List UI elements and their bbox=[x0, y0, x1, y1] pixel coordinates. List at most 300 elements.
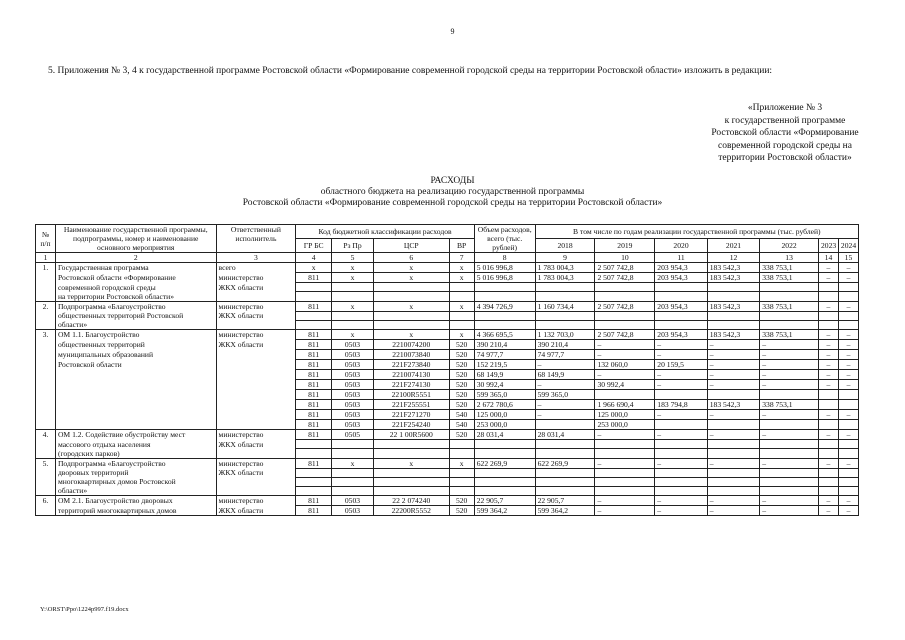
table-row bbox=[36, 410, 859, 420]
table-cell bbox=[707, 486, 759, 496]
table-cell: 22 905,7 bbox=[535, 496, 595, 506]
column-index-cell: 4 bbox=[296, 253, 332, 263]
table-cell: 2 507 742,8 bbox=[595, 263, 655, 273]
table-cell bbox=[818, 311, 838, 320]
table-cell: 338 753,1 bbox=[760, 263, 819, 273]
table-cell: – bbox=[535, 400, 595, 410]
table-cell bbox=[36, 370, 56, 380]
table-cell: 0503 bbox=[331, 496, 373, 506]
table-cell: 4. bbox=[36, 430, 56, 440]
table-cell: х bbox=[331, 263, 373, 273]
table-cell: – bbox=[595, 430, 655, 440]
table-cell: всего bbox=[216, 263, 296, 273]
table-cell: ЖКХ области bbox=[216, 311, 296, 320]
table-cell bbox=[595, 320, 655, 330]
table-cell bbox=[760, 283, 819, 292]
table-cell bbox=[818, 449, 838, 459]
table-cell: 183 794,8 bbox=[655, 400, 707, 410]
table-cell: 0503 bbox=[331, 506, 373, 516]
table-cell bbox=[838, 292, 858, 302]
appendix-line: Ростовской области «Формирование bbox=[711, 128, 859, 138]
table-cell bbox=[535, 468, 595, 477]
table-cell bbox=[373, 486, 449, 496]
table-cell bbox=[216, 486, 296, 496]
table-cell: – bbox=[707, 380, 759, 390]
table-cell: – bbox=[655, 506, 707, 516]
table-cell: 183 542,3 bbox=[707, 330, 759, 340]
table-cell: 811 bbox=[296, 273, 332, 283]
table-cell bbox=[55, 400, 216, 410]
table-cell: 520 bbox=[449, 340, 474, 350]
table-cell bbox=[474, 486, 535, 496]
table-cell: Ростовской области bbox=[55, 360, 216, 370]
table-cell: 253 000,0 bbox=[595, 420, 655, 430]
table-cell: – bbox=[838, 506, 858, 516]
expenses-table bbox=[35, 224, 859, 516]
table-cell bbox=[296, 320, 332, 330]
table-cell bbox=[707, 449, 759, 459]
table-cell: – bbox=[760, 506, 819, 516]
table-cell bbox=[595, 440, 655, 449]
table-cell: 390 210,4 bbox=[535, 340, 595, 350]
table-cell bbox=[838, 311, 858, 320]
table-cell bbox=[373, 292, 449, 302]
table-cell: Подпрограмма «Благоустройство bbox=[55, 301, 216, 311]
table-cell: – bbox=[818, 380, 838, 390]
table-cell: 1. bbox=[36, 263, 56, 273]
table-cell bbox=[838, 440, 858, 449]
table-cell: – bbox=[838, 350, 858, 360]
table-cell: – bbox=[760, 410, 819, 420]
table-cell bbox=[535, 440, 595, 449]
table-cell bbox=[818, 390, 838, 400]
table-cell bbox=[373, 477, 449, 486]
table-cell: – bbox=[655, 380, 707, 390]
table-cell bbox=[55, 390, 216, 400]
table-cell: – bbox=[595, 350, 655, 360]
table-cell: 22 905,7 bbox=[474, 496, 535, 506]
table-cell: 22200R5552 bbox=[373, 506, 449, 516]
table-cell: – bbox=[838, 458, 858, 468]
table-cell: – bbox=[535, 410, 595, 420]
table-cell bbox=[707, 420, 759, 430]
table-cell: – bbox=[818, 330, 838, 340]
table-cell: – bbox=[838, 430, 858, 440]
table-cell bbox=[55, 380, 216, 390]
table-cell bbox=[595, 477, 655, 486]
table-cell: 540 bbox=[449, 410, 474, 420]
table-cell bbox=[373, 440, 449, 449]
table-row bbox=[36, 468, 859, 477]
table-cell: – bbox=[838, 360, 858, 370]
table-row bbox=[36, 301, 859, 311]
table-cell: 74 977,7 bbox=[535, 350, 595, 360]
table-cell: – bbox=[818, 340, 838, 350]
table-cell bbox=[55, 370, 216, 380]
table-row bbox=[36, 360, 859, 370]
table-cell: 30 992,4 bbox=[474, 380, 535, 390]
appendix-caption bbox=[660, 102, 905, 165]
table-cell: ЖКХ области bbox=[216, 283, 296, 292]
table-cell: х bbox=[449, 273, 474, 283]
table-cell: – bbox=[595, 496, 655, 506]
table-cell: – bbox=[760, 370, 819, 380]
table-cell: 811 bbox=[296, 400, 332, 410]
table-cell: 74 977,7 bbox=[474, 350, 535, 360]
appendix-line: современной городской среды на bbox=[717, 140, 852, 151]
table-cell: – bbox=[818, 506, 838, 516]
table-cell: 622 269,9 bbox=[474, 458, 535, 468]
table-cell: 152 219,5 bbox=[474, 360, 535, 370]
table-cell: – bbox=[655, 430, 707, 440]
table-cell: 2 507 742,8 bbox=[595, 330, 655, 340]
table-cell: 811 bbox=[296, 496, 332, 506]
table-cell: 338 753,1 bbox=[760, 301, 819, 311]
table-cell: 811 bbox=[296, 360, 332, 370]
table-cell: массового отдыха населения bbox=[55, 440, 216, 449]
table-cell: 22 2 074240 bbox=[373, 496, 449, 506]
table-cell bbox=[449, 311, 474, 320]
table-cell: х bbox=[449, 458, 474, 468]
table-cell: 338 753,1 bbox=[760, 273, 819, 283]
table-cell bbox=[760, 311, 819, 320]
table-cell bbox=[838, 400, 858, 410]
document-title bbox=[0, 176, 905, 209]
table-cell bbox=[449, 449, 474, 459]
appendix-line: «Приложение № 3 bbox=[747, 103, 823, 113]
table-cell: 6. bbox=[36, 496, 56, 506]
table-cell bbox=[707, 311, 759, 320]
table-cell: 183 542,3 bbox=[707, 273, 759, 283]
table-cell: 2 672 780,6 bbox=[474, 400, 535, 410]
table-row bbox=[36, 496, 859, 506]
table-cell: 811 bbox=[296, 506, 332, 516]
table-cell: х bbox=[296, 263, 332, 273]
table-cell bbox=[55, 410, 216, 420]
table-cell bbox=[474, 311, 535, 320]
table-cell bbox=[595, 390, 655, 400]
table-cell: х bbox=[449, 301, 474, 311]
table-cell: 811 bbox=[296, 390, 332, 400]
table-cell bbox=[535, 477, 595, 486]
table-cell: х bbox=[331, 458, 373, 468]
table-cell bbox=[36, 400, 56, 410]
table-cell: – bbox=[707, 340, 759, 350]
table-cell: х bbox=[373, 330, 449, 340]
table-cell bbox=[36, 283, 56, 292]
table-cell: – bbox=[818, 350, 838, 360]
table-cell: министерство bbox=[216, 496, 296, 506]
table-cell: министерство bbox=[216, 458, 296, 468]
title-line: Ростовской области «Формирование современной городской среды на территории Ростовской области» bbox=[242, 198, 663, 208]
header-budget-code: Код бюджетной классификации расходов bbox=[296, 225, 474, 239]
table-cell bbox=[36, 477, 56, 486]
table-cell bbox=[595, 468, 655, 477]
table-cell: 0505 bbox=[331, 430, 373, 440]
table-cell: современной городской среды bbox=[55, 283, 216, 292]
table-cell: муниципальных образований bbox=[55, 350, 216, 360]
table-cell: – bbox=[838, 410, 858, 420]
table-row bbox=[36, 506, 859, 516]
table-cell: 0503 bbox=[331, 420, 373, 430]
table-row bbox=[36, 440, 859, 449]
column-index-row bbox=[36, 253, 859, 263]
table-row bbox=[36, 263, 859, 273]
table-cell: 132 060,0 bbox=[595, 360, 655, 370]
table-cell bbox=[36, 506, 56, 516]
table-cell: 221F274130 bbox=[373, 380, 449, 390]
table-cell: 125 000,0 bbox=[595, 410, 655, 420]
table-row bbox=[36, 292, 859, 302]
table-cell: – bbox=[707, 350, 759, 360]
table-cell bbox=[818, 292, 838, 302]
table-cell bbox=[595, 486, 655, 496]
table-cell bbox=[55, 420, 216, 430]
table-cell bbox=[760, 420, 819, 430]
table-cell: – bbox=[535, 360, 595, 370]
table-cell: министерство bbox=[216, 301, 296, 311]
table-cell: 0503 bbox=[331, 370, 373, 380]
table-cell: 125 000,0 bbox=[474, 410, 535, 420]
table-cell: х bbox=[373, 458, 449, 468]
header-num: № п/п bbox=[36, 225, 56, 253]
table-cell: – bbox=[838, 340, 858, 350]
table-cell bbox=[331, 283, 373, 292]
table-cell: 30 992,4 bbox=[595, 380, 655, 390]
table-cell: 221F254240 bbox=[373, 420, 449, 430]
header-years: В том числе по годам реализации государственной программы (тыс. рублей) bbox=[535, 225, 858, 239]
table-row bbox=[36, 320, 859, 330]
table-cell: 520 bbox=[449, 370, 474, 380]
table-cell: х bbox=[331, 273, 373, 283]
table-cell bbox=[36, 273, 56, 283]
header-grbs: ГР БС bbox=[296, 239, 332, 253]
table-cell bbox=[760, 390, 819, 400]
table-cell: 2210074130 bbox=[373, 370, 449, 380]
header-executor: Ответственный исполнитель bbox=[216, 225, 296, 253]
column-index-cell: 14 bbox=[818, 253, 838, 263]
table-cell: 811 bbox=[296, 340, 332, 350]
table-cell: – bbox=[760, 350, 819, 360]
table-cell bbox=[36, 486, 56, 496]
table-cell bbox=[449, 320, 474, 330]
table-cell bbox=[474, 440, 535, 449]
table-cell bbox=[655, 283, 707, 292]
table-cell: 3. bbox=[36, 330, 56, 340]
table-cell bbox=[331, 311, 373, 320]
table-row bbox=[36, 486, 859, 496]
table-cell: 4 366 695,5 bbox=[474, 330, 535, 340]
table-row bbox=[36, 430, 859, 440]
header-year: 2019 bbox=[595, 239, 655, 253]
table-cell: – bbox=[838, 380, 858, 390]
table-cell: Государственная программа bbox=[55, 263, 216, 273]
table-cell: ЖКХ области bbox=[216, 506, 296, 516]
column-index-cell: 7 bbox=[449, 253, 474, 263]
table-cell: – bbox=[838, 330, 858, 340]
table-cell: 203 954,3 bbox=[655, 263, 707, 273]
table-cell bbox=[216, 320, 296, 330]
table-row bbox=[36, 390, 859, 400]
table-cell: 540 bbox=[449, 420, 474, 430]
table-cell: 0503 bbox=[331, 380, 373, 390]
table-cell bbox=[838, 420, 858, 430]
table-cell bbox=[707, 440, 759, 449]
table-cell: 811 bbox=[296, 370, 332, 380]
table-cell bbox=[535, 320, 595, 330]
table-cell: х bbox=[331, 330, 373, 340]
column-index-cell: 6 bbox=[373, 253, 449, 263]
table-cell: 811 bbox=[296, 301, 332, 311]
table-cell: ОМ 1.1. Благоустройство bbox=[55, 330, 216, 340]
table-cell: – bbox=[838, 301, 858, 311]
table-cell: – bbox=[595, 458, 655, 468]
table-cell bbox=[818, 486, 838, 496]
table-cell bbox=[655, 292, 707, 302]
table-cell: территорий многоквартирных домов bbox=[55, 506, 216, 516]
table-cell bbox=[331, 440, 373, 449]
table-cell: 811 bbox=[296, 380, 332, 390]
table-cell: – bbox=[655, 410, 707, 420]
table-cell bbox=[535, 486, 595, 496]
table-cell: – bbox=[760, 496, 819, 506]
table-cell: на территории Ростовской области» bbox=[55, 292, 216, 302]
table-cell bbox=[474, 292, 535, 302]
header-vr: ВР bbox=[449, 239, 474, 253]
table-cell bbox=[474, 449, 535, 459]
table-cell: – bbox=[655, 350, 707, 360]
table-cell bbox=[36, 320, 56, 330]
appendix-line: территории Ростовской области» bbox=[718, 153, 852, 163]
table-cell: – bbox=[818, 496, 838, 506]
table-cell bbox=[36, 311, 56, 320]
table-cell: х bbox=[373, 273, 449, 283]
header-year: 2023 bbox=[818, 239, 838, 253]
table-cell bbox=[36, 350, 56, 360]
table-cell bbox=[331, 449, 373, 459]
table-cell: (городских парков) bbox=[55, 449, 216, 459]
header-year: 2022 bbox=[760, 239, 819, 253]
table-row bbox=[36, 311, 859, 320]
table-row bbox=[36, 350, 859, 360]
table-cell bbox=[449, 440, 474, 449]
table-cell: 2. bbox=[36, 301, 56, 311]
table-cell: – bbox=[707, 430, 759, 440]
table-cell: 183 542,3 bbox=[707, 400, 759, 410]
table-cell: 520 bbox=[449, 430, 474, 440]
table-cell: – bbox=[818, 430, 838, 440]
table-cell bbox=[760, 440, 819, 449]
table-cell bbox=[535, 283, 595, 292]
header-rzpr: Рз Пр bbox=[331, 239, 373, 253]
table-cell bbox=[838, 320, 858, 330]
table-cell: 520 bbox=[449, 360, 474, 370]
table-cell: 221F273840 bbox=[373, 360, 449, 370]
table-cell: – bbox=[655, 370, 707, 380]
table-cell: 1 783 004,3 bbox=[535, 273, 595, 283]
table-cell: 520 bbox=[449, 400, 474, 410]
table-cell: – bbox=[760, 340, 819, 350]
table-row bbox=[36, 330, 859, 340]
column-index-cell: 12 bbox=[707, 253, 759, 263]
table-cell: 599 364,2 bbox=[535, 506, 595, 516]
table-cell bbox=[474, 320, 535, 330]
table-cell: 1 966 690,4 bbox=[595, 400, 655, 410]
table-cell: – bbox=[707, 496, 759, 506]
column-index-cell: 2 bbox=[55, 253, 216, 263]
table-cell: 5 016 996,8 bbox=[474, 273, 535, 283]
table-cell bbox=[760, 486, 819, 496]
table-cell: – bbox=[707, 458, 759, 468]
table-cell bbox=[760, 468, 819, 477]
table-row bbox=[36, 370, 859, 380]
table-cell: области» bbox=[55, 320, 216, 330]
table-cell bbox=[331, 468, 373, 477]
table-cell: 622 269,9 bbox=[535, 458, 595, 468]
table-cell: 811 bbox=[296, 410, 332, 420]
table-cell: общественных территорий Ростовской bbox=[55, 311, 216, 320]
table-row bbox=[36, 400, 859, 410]
table-cell bbox=[838, 468, 858, 477]
table-cell bbox=[707, 320, 759, 330]
table-cell: многоквартирных домов Ростовской bbox=[55, 477, 216, 486]
table-cell: 0503 bbox=[331, 400, 373, 410]
table-row bbox=[36, 477, 859, 486]
header-total: Объем расходов, всего (тыс. рублей) bbox=[474, 225, 535, 253]
table-cell bbox=[535, 420, 595, 430]
table-cell bbox=[595, 311, 655, 320]
column-index-cell: 15 bbox=[838, 253, 858, 263]
table-cell: х bbox=[331, 301, 373, 311]
table-cell bbox=[655, 486, 707, 496]
table-cell: 28 031,4 bbox=[535, 430, 595, 440]
table-cell bbox=[216, 380, 296, 390]
file-path-footer: Y:\ORST\Ppo\1224p997.f19.docx bbox=[40, 606, 129, 613]
table-cell bbox=[36, 420, 56, 430]
table-cell bbox=[535, 292, 595, 302]
table-cell: 253 000,0 bbox=[474, 420, 535, 430]
table-cell: 203 954,3 bbox=[655, 273, 707, 283]
table-cell: 22 1 00R5600 bbox=[373, 430, 449, 440]
header-year: 2020 bbox=[655, 239, 707, 253]
table-cell bbox=[838, 477, 858, 486]
table-cell: – bbox=[818, 263, 838, 273]
table-cell bbox=[296, 468, 332, 477]
table-cell: общественных территорий bbox=[55, 340, 216, 350]
table-cell bbox=[449, 283, 474, 292]
table-cell bbox=[373, 311, 449, 320]
header-name: Наименование государственной программы, подпрограммы, номер и наименование основного мероприятия bbox=[55, 225, 216, 253]
table-row bbox=[36, 283, 859, 292]
table-cell bbox=[296, 311, 332, 320]
table-cell: – bbox=[707, 360, 759, 370]
table-cell: 599 364,2 bbox=[474, 506, 535, 516]
table-cell: 1 160 734,4 bbox=[535, 301, 595, 311]
intro-paragraph: 5. Приложения № 3, 4 к государственной программе Ростовской области «Формирование современной городской среды на территории Ростовской области» изложить в редакции: bbox=[48, 66, 773, 76]
table-cell: области» bbox=[55, 486, 216, 496]
table-cell: 68 149,9 bbox=[535, 370, 595, 380]
table-cell: 520 bbox=[449, 390, 474, 400]
table-cell bbox=[296, 486, 332, 496]
table-cell: – bbox=[655, 458, 707, 468]
table-cell: 0503 bbox=[331, 390, 373, 400]
table-cell: министерство bbox=[216, 430, 296, 440]
table-row bbox=[36, 340, 859, 350]
table-body bbox=[36, 253, 859, 516]
table-cell bbox=[216, 477, 296, 486]
table-cell bbox=[818, 320, 838, 330]
table-cell bbox=[707, 468, 759, 477]
